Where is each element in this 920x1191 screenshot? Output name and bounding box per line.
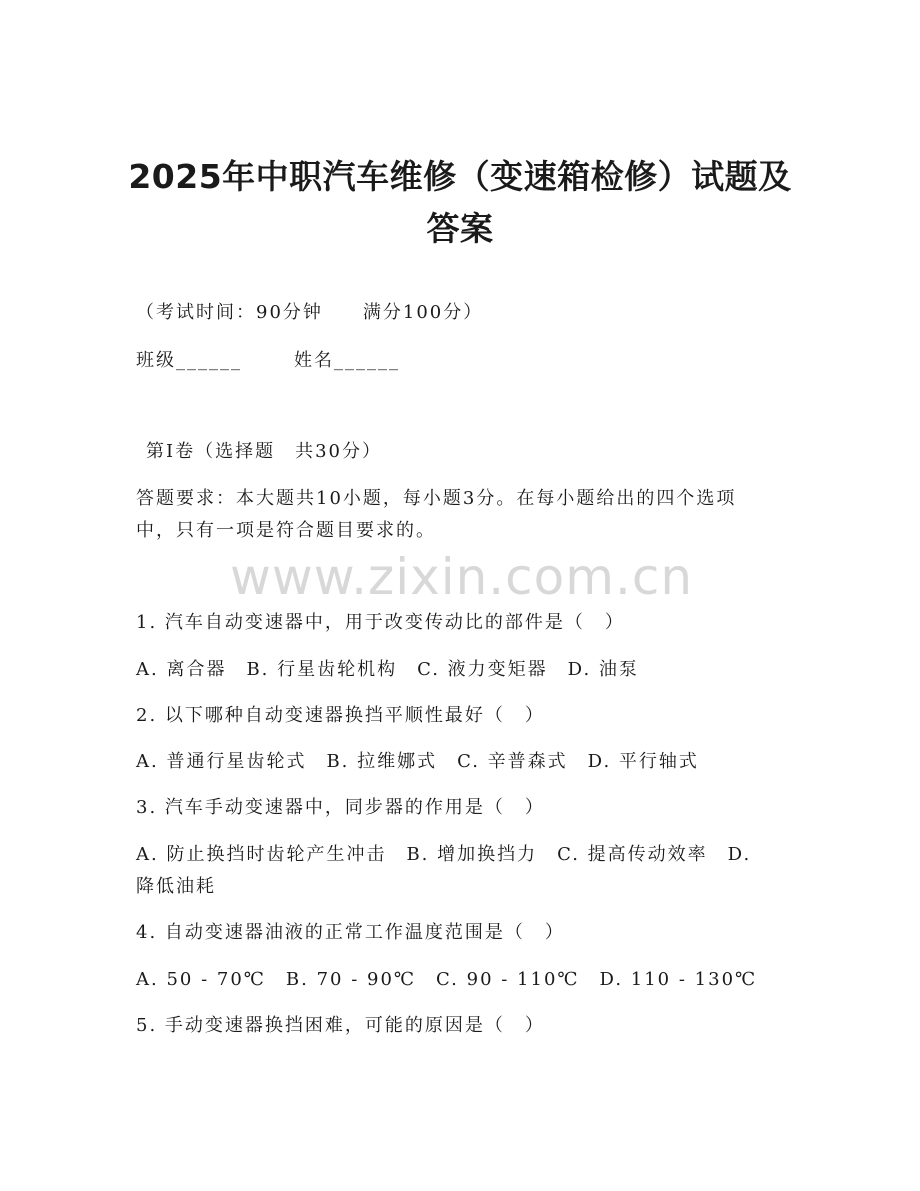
- question-3-stem: 3. 汽车手动变速器中，同步器的作用是（ ）: [136, 797, 545, 818]
- exam-info: （考试时间：90分钟 满分100分）: [136, 302, 484, 323]
- instructions-line-2: 中，只有一项是符合题目要求的。: [136, 520, 436, 541]
- question-1-stem: 1. 汽车自动变速器中，用于改变传动比的部件是（ ）: [136, 612, 625, 633]
- watermark-text: www.zixin.com.cn: [230, 548, 694, 606]
- name-field-label: 姓名______: [294, 350, 400, 371]
- document-title-line-1: 2025年中职汽车维修（变速箱检修）试题及: [128, 157, 792, 196]
- document-title-line-2: 答案: [426, 209, 494, 248]
- question-4-stem: 4. 自动变速器油液的正常工作温度范围是（ ）: [136, 922, 565, 943]
- class-field-label: 班级______: [136, 350, 242, 371]
- question-1-options: A. 离合器 B. 行星齿轮机构 C. 液力变矩器 D. 油泵: [136, 659, 639, 680]
- instructions-line-1: 答题要求：本大题共10小题，每小题3分。在每小题给出的四个选项: [136, 488, 737, 509]
- question-4-options: A. 50 - 70℃ B. 70 - 90℃ C. 90 - 110℃ D. 110 - 130℃: [136, 969, 758, 990]
- question-3-options-line-1: A. 防止换挡时齿轮产生冲击 B. 增加换挡力 C. 提高传动效率 D.: [136, 844, 752, 865]
- question-2-options: A. 普通行星齿轮式 B. 拉维娜式 C. 辛普森式 D. 平行轴式: [136, 751, 699, 772]
- section-heading: 第Ⅰ卷（选择题 共30分）: [146, 441, 383, 462]
- question-2-stem: 2. 以下哪种自动变速器换挡平顺性最好（ ）: [136, 705, 545, 726]
- question-5-stem: 5. 手动变速器换挡困难，可能的原因是（ ）: [136, 1015, 545, 1036]
- student-info-row: [136, 345, 786, 377]
- question-3-options-line-2: 降低油耗: [136, 876, 216, 897]
